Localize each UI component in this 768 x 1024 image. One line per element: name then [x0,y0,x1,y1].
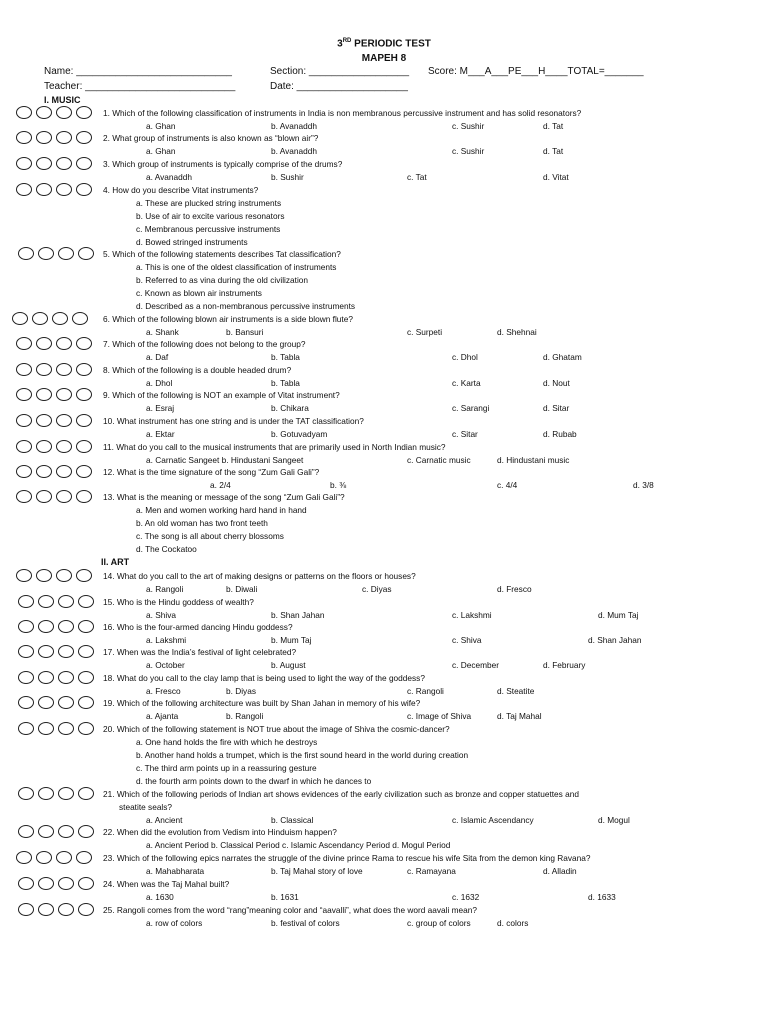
answer-option[interactable]: b. Avanaddh [271,121,317,131]
teacher-field[interactable]: Teacher: ___________________________ [44,81,236,92]
subject-title: MAPEH 8 [361,53,407,64]
answer-bubble[interactable] [18,247,34,260]
answer-option[interactable]: d. Bowed stringed instruments [136,237,248,247]
answer-bubble[interactable] [76,106,92,119]
question-text: 5. Which of the following statements describes Tat classification? [103,249,341,259]
answer-bubble[interactable] [38,247,54,260]
answer-option[interactable]: d. Shan Jahan [588,635,642,645]
answer-option[interactable]: c. December [452,660,500,670]
answer-bubble[interactable] [58,595,74,608]
answer-bubble[interactable] [36,440,52,453]
answer-bubble[interactable] [76,465,92,478]
answer-option[interactable]: b. An old woman has two front teeth [136,518,268,528]
answer-bubble-group[interactable] [16,157,100,171]
answer-option[interactable]: c. group of colors [407,918,471,928]
answer-option[interactable]: d. Mum Taj [598,610,639,620]
answer-option[interactable]: c. Islamic Ascendancy [452,815,534,825]
question-text: 14. What do you call to the art of making designs or patterns on the floors or houses? [103,571,416,581]
answer-bubble[interactable] [72,312,88,325]
answer-option[interactable]: b. Referred to as vina during the old civilization [136,275,309,285]
answer-option[interactable]: b. Classical [271,815,314,825]
answer-option[interactable]: c. Sushir [452,146,485,156]
answer-bubble[interactable] [56,490,72,503]
answer-option[interactable]: d. Vitat [543,172,569,182]
answer-option[interactable]: c. 4/4 [497,480,518,490]
answer-bubble[interactable] [58,722,74,735]
answer-option[interactable]: d. Alladin [543,866,577,876]
answer-option[interactable]: a. Ancient [146,815,183,825]
answer-bubble[interactable] [58,825,74,838]
answer-option[interactable]: c. Sushir [452,121,485,131]
answer-bubble[interactable] [58,645,74,658]
answer-bubble-group[interactable] [18,247,102,261]
answer-bubble[interactable] [18,696,34,709]
answer-bubble[interactable] [18,671,34,684]
question-text: 25. Rangoli comes from the word “rang”meaning color and “aavalli”, what does the word aavali mean? [103,905,478,915]
answer-bubble[interactable] [16,337,32,350]
question-text: 12. What is the time signature of the song “Zum Gali Gali”? [103,467,320,477]
answer-bubble[interactable] [16,465,32,478]
answer-bubble[interactable] [56,183,72,196]
answer-option[interactable]: d. Hindustani music [497,455,570,465]
answer-option[interactable]: a. Rangoli [146,584,184,594]
answer-option[interactable]: a. 2/4 [210,480,231,490]
answer-bubble[interactable] [16,388,32,401]
answer-bubble[interactable] [18,787,34,800]
section-field[interactable]: Section: __________________ [270,66,410,77]
answer-bubble-group[interactable] [16,183,100,197]
question-text: 10. What instrument has one string and is under the TAT classification? [103,416,364,426]
answer-option[interactable]: a. Men and women working hard hand in hand [136,505,307,515]
answer-option[interactable]: c. Diyas [362,584,392,594]
answer-bubble[interactable] [56,465,72,478]
answer-option[interactable]: a. Ghan [146,146,176,156]
answer-option[interactable]: a. Ajanta [146,711,179,721]
answer-option[interactable]: c. The third arm points up in a reassuring gesture [136,763,317,773]
answer-bubble[interactable] [18,877,34,890]
date-field[interactable]: Date: ____________________ [270,81,408,92]
answer-option[interactable]: a. Fresco [146,686,181,696]
question-text: 2. What group of instruments is also known as “blown air”? [103,133,319,143]
section-heading-art: II. ART [101,557,130,567]
answer-bubble[interactable] [36,851,52,864]
answer-bubble[interactable] [18,645,34,658]
answer-bubble[interactable] [76,851,92,864]
answer-option[interactable]: d. Sitar [543,403,570,413]
answer-option[interactable]: b. Gotuvadyam [271,429,328,439]
answer-bubble[interactable] [18,825,34,838]
answer-bubble[interactable] [36,490,52,503]
answer-option[interactable]: d. Steatite [497,686,535,696]
answer-option[interactable]: c. Lakshmi [452,610,492,620]
answer-bubble[interactable] [56,106,72,119]
answer-option[interactable]: b. 1631 [271,892,299,902]
answer-option[interactable]: c. 1632 [452,892,480,902]
answer-bubble[interactable] [56,388,72,401]
answer-bubble[interactable] [38,645,54,658]
answer-option[interactable]: a. Daf [146,352,169,362]
answer-bubble[interactable] [76,388,92,401]
question-text: 9. Which of the following is NOT an example of Vitat instrument? [103,390,340,400]
answer-bubble[interactable] [38,903,54,916]
answer-option[interactable]: b. Diyas [226,686,256,696]
answer-bubble[interactable] [78,595,94,608]
answer-bubble[interactable] [56,131,72,144]
answer-bubble-group[interactable] [18,671,102,685]
name-field[interactable]: Name: ____________________________ [44,66,232,77]
answer-bubble-group[interactable] [18,722,102,736]
answer-bubble[interactable] [78,247,94,260]
answer-bubble[interactable] [52,312,68,325]
answer-option[interactable]: a. Lakshmi [146,635,187,645]
answer-option[interactable]: c. Shiva [452,635,482,645]
answer-bubble-group[interactable] [12,312,96,326]
answer-bubble-group[interactable] [16,131,100,145]
answer-bubble[interactable] [16,157,32,170]
question-text: 23. Which of the following epics narrates the struggle of the divine prince Rama to rescue his wife Sita from the demon king Ravana? [103,853,591,863]
answer-bubble[interactable] [58,903,74,916]
answer-bubble[interactable] [36,465,52,478]
answer-option[interactable]: c. Rangoli [407,686,444,696]
answer-bubble[interactable] [36,157,52,170]
answer-option[interactable]: d. Shehnai [497,327,537,337]
answer-bubble[interactable] [56,363,72,376]
question-text: 4. How do you describe Vitat instruments? [103,185,259,195]
answer-option[interactable]: c. Surpeti [407,327,443,337]
answer-option[interactable]: b. Another hand holds a trumpet, which is the first sound heard in the world during creation [136,750,469,760]
answer-bubble-group[interactable] [16,106,100,120]
answer-bubble[interactable] [16,414,32,427]
answer-option[interactable]: a. Shank [146,327,179,337]
answer-bubble[interactable] [76,157,92,170]
answer-bubble[interactable] [78,877,94,890]
answer-option[interactable]: c. Ramayana [407,866,456,876]
question-text: 7. Which of the following does not belong to the group? [103,339,306,349]
answer-bubble[interactable] [56,569,72,582]
question-text: 11. What do you call to the musical instruments that are primarily used in North Indian music? [103,442,446,452]
answer-bubble[interactable] [16,569,32,582]
answer-bubble[interactable] [36,569,52,582]
answer-option[interactable]: c. Sarangi [452,403,490,413]
answer-option[interactable]: a. Ektar [146,429,175,439]
answer-bubble-group[interactable] [16,414,100,428]
answer-bubble[interactable] [18,903,34,916]
answer-bubble[interactable] [78,696,94,709]
question-text: 20. Which of the following statement is NOT true about the image of Shiva the cosmic-dancer? [103,724,450,734]
answer-bubble[interactable] [38,696,54,709]
answer-option[interactable]: a. This is one of the oldest classification of instruments [136,262,337,272]
answer-option[interactable]: b. Diwali [226,584,258,594]
answer-bubble-group[interactable] [16,569,100,583]
answer-bubble[interactable] [78,787,94,800]
question-text: 8. Which of the following is a double headed drum? [103,365,292,375]
answer-option[interactable]: b. Bansuri [226,327,264,337]
answer-bubble[interactable] [18,722,34,735]
answer-bubble[interactable] [38,825,54,838]
answer-bubble[interactable] [16,363,32,376]
answer-option[interactable]: b. Avanaddh [271,146,317,156]
answer-bubble[interactable] [18,595,34,608]
answer-option[interactable]: a. Ancient Period b. Classical Period c. Islamic Ascendancy Period d. Mogul Period [146,840,451,850]
answer-bubble[interactable] [36,414,52,427]
answer-bubble[interactable] [36,388,52,401]
answer-option[interactable]: b. Shan Jahan [271,610,325,620]
answer-bubble-group[interactable] [16,363,100,377]
answer-option[interactable]: b. Tabla [271,378,300,388]
answer-option[interactable]: a. October [146,660,185,670]
answer-option[interactable]: d. Described as a non-membranous percussive instruments [136,301,356,311]
answer-option[interactable]: c. The song is all about cherry blossoms [136,531,284,541]
answer-bubble[interactable] [58,877,74,890]
answer-option[interactable]: a. Shiva [146,610,176,620]
answer-bubble[interactable] [76,337,92,350]
answer-bubble[interactable] [36,106,52,119]
answer-bubble[interactable] [78,722,94,735]
answer-bubble[interactable] [76,363,92,376]
question-text: 1. Which of the following classification of instruments in India is non membranous percussive instrument and has solid resonators? [103,108,582,118]
answer-option[interactable]: a. Ghan [146,121,176,131]
answer-option[interactable]: a. Esraj [146,403,175,413]
answer-option[interactable]: c. Image of Shiva [407,711,472,721]
answer-option[interactable]: b. Use of air to excite various resonators [136,211,285,221]
answer-bubble[interactable] [58,247,74,260]
question-text: 13. What is the meaning or message of the song “Zum Gali Gali”? [103,492,345,502]
answer-bubble[interactable] [38,620,54,633]
answer-bubble-group[interactable] [18,696,102,710]
question-text: 19. Which of the following architecture was built by Shan Jahan in memory of his wife? [103,698,421,708]
answer-option[interactable]: d. Rubab [543,429,577,439]
answer-option[interactable]: a. These are plucked string instruments [136,198,282,208]
answer-bubble[interactable] [58,696,74,709]
answer-bubble[interactable] [16,131,32,144]
answer-bubble[interactable] [76,490,92,503]
answer-bubble[interactable] [32,312,48,325]
answer-bubble[interactable] [58,671,74,684]
answer-bubble[interactable] [56,337,72,350]
answer-option[interactable]: d. Tat [543,146,564,156]
answer-option[interactable]: c. Karta [452,378,481,388]
answer-bubble[interactable] [38,671,54,684]
answer-bubble-group[interactable] [18,645,102,659]
answer-option[interactable]: c. Dhol [452,352,478,362]
answer-bubble[interactable] [78,620,94,633]
question-text: 24. When was the Taj Mahal built? [103,879,230,889]
answer-bubble[interactable] [16,183,32,196]
question-text: 16. Who is the four-armed dancing Hindu goddess? [103,622,293,632]
answer-bubble[interactable] [38,877,54,890]
question-text: 3. Which group of instruments is typically comprise of the drums? [103,159,343,169]
answer-bubble[interactable] [78,825,94,838]
answer-bubble-group[interactable] [18,787,102,801]
answer-bubble[interactable] [38,787,54,800]
answer-bubble[interactable] [16,440,32,453]
answer-option[interactable]: a. Dhol [146,378,173,388]
answer-option[interactable]: c. Carnatic music [407,455,471,465]
answer-bubble[interactable] [16,106,32,119]
answer-option[interactable]: d. Ghatam [543,352,582,362]
answer-option[interactable]: d. colors [497,918,529,928]
answer-bubble-group[interactable] [18,620,102,634]
answer-option[interactable]: b. August [271,660,306,670]
answer-option[interactable]: d. Tat [543,121,564,131]
answer-option[interactable]: d. February [543,660,586,670]
answer-option[interactable]: b. Rangoli [226,711,264,721]
answer-bubble[interactable] [38,595,54,608]
answer-bubble[interactable] [12,312,28,325]
answer-bubble-group[interactable] [16,851,100,865]
answer-option[interactable]: a. row of colors [146,918,203,928]
answer-option[interactable]: b. Chikara [271,403,309,413]
answer-option[interactable]: b. Mum Taj [271,635,312,645]
answer-bubble[interactable] [76,414,92,427]
answer-option[interactable]: a. Avanaddh [146,172,192,182]
answer-option[interactable]: d. Taj Mahal [497,711,542,721]
answer-bubble-group[interactable] [16,465,100,479]
answer-bubble-group[interactable] [18,595,102,609]
answer-option[interactable]: a. Carnatic Sangeet b. Hindustani Sangeet [146,455,304,465]
answer-bubble[interactable] [56,157,72,170]
question-text: 6. Which of the following blown air instruments is a side blown flute? [103,314,353,324]
answer-bubble[interactable] [78,671,94,684]
question-text: 18. What do you call to the clay lamp that is being used to light the way of the goddess? [103,673,425,683]
section-heading-music: I. MUSIC [44,95,81,105]
answer-option[interactable]: d. Nout [543,378,570,388]
answer-bubble[interactable] [76,569,92,582]
answer-option[interactable]: d. Mogul [598,815,630,825]
answer-bubble[interactable] [36,337,52,350]
answer-option[interactable]: b. Taj Mahal story of love [271,866,363,876]
answer-bubble-group[interactable] [16,388,100,402]
answer-option[interactable]: c. Known as blown air instruments [136,288,262,298]
answer-option[interactable]: c. Membranous percussive instruments [136,224,281,234]
answer-option[interactable]: b. ⅜ [330,480,347,490]
answer-bubble[interactable] [78,645,94,658]
answer-bubble[interactable] [56,851,72,864]
question-text: 17. When was the India’s festival of light celebrated? [103,647,297,657]
answer-option[interactable]: b. Tabla [271,352,300,362]
score-field[interactable]: Score: M___A___PE___H____TOTAL=_______ [428,66,644,77]
answer-bubble[interactable] [16,490,32,503]
answer-option[interactable]: d. The Cockatoo [136,544,197,554]
answer-bubble[interactable] [38,722,54,735]
answer-option[interactable]: c. Tat [407,172,427,182]
answer-option[interactable]: b. Sushir [271,172,304,182]
answer-option[interactable]: c. Sitar [452,429,478,439]
answer-bubble[interactable] [36,363,52,376]
answer-option[interactable]: d. 3/8 [633,480,654,490]
question-text: 21. Which of the following periods of Indian art shows evidences of the early civilization such as bronze and copper statuettes and [103,789,579,799]
answer-option[interactable]: a. 1630 [146,892,174,902]
answer-bubble[interactable] [36,183,52,196]
answer-option[interactable]: d. Fresco [497,584,532,594]
answer-bubble-group[interactable] [18,877,102,891]
answer-bubble-group[interactable] [16,337,100,351]
answer-bubble[interactable] [58,620,74,633]
answer-bubble[interactable] [78,903,94,916]
answer-option[interactable]: a. One hand holds the fire with which he destroys [136,737,318,747]
answer-bubble-group[interactable] [18,903,102,917]
answer-bubble[interactable] [58,787,74,800]
answer-option[interactable]: d. 1633 [588,892,616,902]
answer-bubble[interactable] [16,851,32,864]
answer-bubble[interactable] [76,131,92,144]
answer-bubble-group[interactable] [18,825,102,839]
answer-bubble-group[interactable] [16,490,100,504]
answer-option[interactable]: a. Mahabharata [146,866,205,876]
answer-bubble[interactable] [56,414,72,427]
answer-bubble[interactable] [76,440,92,453]
answer-option[interactable]: b. festival of colors [271,918,340,928]
question-text: 15. Who is the Hindu goddess of wealth? [103,597,254,607]
answer-bubble[interactable] [76,183,92,196]
test-title: 3RD PERIODIC TEST [337,38,431,50]
question-text: 22. When did the evolution from Vedism into Hinduism happen? [103,827,337,837]
answer-bubble[interactable] [36,131,52,144]
answer-option[interactable]: d. the fourth arm points down to the dwarf in which he dances to [136,776,372,786]
question-text-continued: steatite seals? [119,802,173,812]
answer-bubble[interactable] [18,620,34,633]
answer-bubble-group[interactable] [16,440,100,454]
answer-bubble[interactable] [56,440,72,453]
